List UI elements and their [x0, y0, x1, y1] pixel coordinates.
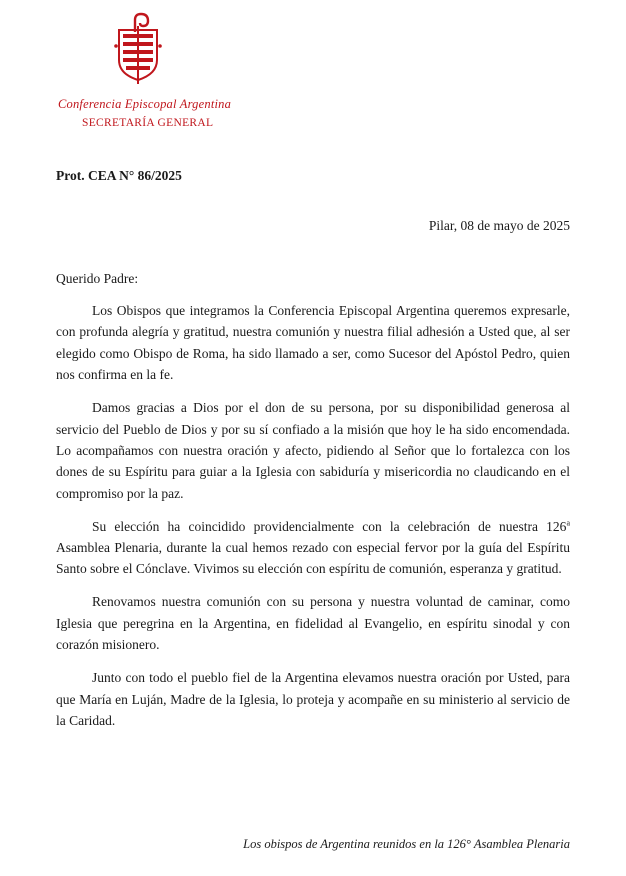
- salutation: Querido Padre:: [56, 271, 139, 286]
- letter-date: Pilar, 08 de mayo de 2025: [428, 218, 570, 233]
- signature-line: Los obispos de Argentina reunidos en la 126° Asamblea Plenaria: [243, 837, 570, 851]
- paragraph-5: Junto con todo el pueblo fiel de la Argentina elevamos nuestra oración por Usted, para que María en Luján, Madre de la Iglesia, lo proteja y acompañe en su ministerio al servicio de la Caridad.: [56, 670, 570, 728]
- paragraph-3-end: Asamblea Plenaria, durante la cual hemos rezado con especial fervor por la guía del Espíritu Santo sobre el Cónclave. Vivimos su elección con espíritu de comunión, esperanza y gratitud.: [56, 540, 570, 577]
- cea-crest-icon: [113, 12, 163, 84]
- paragraph-1: Los Obispos que integramos la Conferencia Episcopal Argentina queremos expresarle, con profunda alegría y gratitud, nuestra comunión y nuestra filial adhesión a Usted que, al ser elegido como Obispo de Roma, ha sido llamado a ser, como Sucesor del Apóstol Pedro, quien nos confirma en la fe.: [56, 303, 570, 383]
- protocol-number: Prot. CEA N° 86/2025: [56, 168, 182, 183]
- ordinal-superscript: a: [566, 518, 570, 528]
- paragraph-3: [56, 516, 570, 580]
- department-name: SECRETARÍA GENERAL: [82, 117, 214, 129]
- organization-name: Conferencia Episcopal Argentina: [58, 97, 232, 111]
- paragraph-3-start: Su elección ha coincidido providencialmente con la celebración de nuestra 126: [92, 518, 567, 534]
- letter-body: [56, 300, 570, 743]
- paragraph-4: Renovamos nuestra comunión con su persona y nuestra voluntad de caminar, como Iglesia que peregrina en la Argentina, en fidelidad al Evangelio, en espíritu sinodal y con corazón misionero.: [56, 594, 570, 653]
- paragraph-2: Damos gracias a Dios por el don de su persona, por su disponibilidad generosa al servicio del Pueblo de Dios y por su sí confiado a la misión que hoy le ha sido encomendada. Lo acompañamos con nuestra oración y afecto, pidiendo al Señor que lo fortalezca con los dones de su Espíritu para guiar a la Iglesia con sabiduría y misericordia no claudicando en el compromiso por la paz.: [56, 400, 570, 501]
